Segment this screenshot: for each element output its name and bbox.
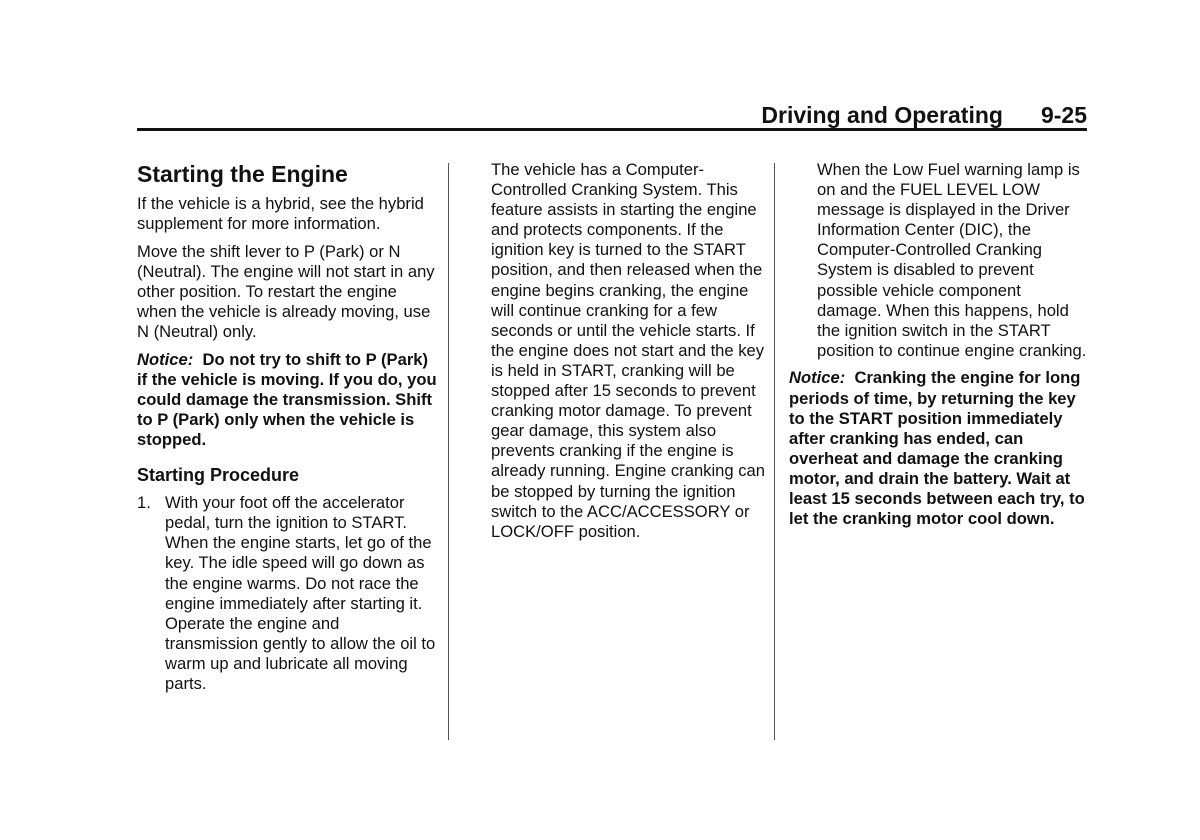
notice-text: Cranking the engine for long periods of time, by returning the key to the START position immediately after cranking has ended, can overheat and damage the cranking motor, and drain the battery. Wait at least 15 seconds between each try, to let the cranking motor cool down.	[789, 368, 1085, 529]
shift-lever-paragraph: Move the shift lever to P (Park) or N (Neutral). The engine will not start in any other position. To restart the engine when the vehicle is already moving, use N (Neutral) only.	[137, 241, 435, 342]
header-rule	[137, 128, 1087, 131]
column-2	[491, 160, 766, 549]
low-fuel-paragraph: When the Low Fuel warning lamp is on and the FUEL LEVEL LOW message is displayed in the Driver Information Center (DIC), the Computer-Controlled Cranking System is disabled to prevent possible vehicle component damage. When this happens, hold the ignition switch in the START position to continue engine cranking.	[817, 160, 1087, 360]
notice-text: Do not try to shift to P (Park) if the vehicle is moving. If you do, you could damage the transmission. Shift to P (Park) only when the vehicle is stopped.	[137, 349, 437, 450]
column-divider-1	[448, 163, 449, 740]
page-header	[137, 100, 1087, 130]
column-divider-2	[774, 163, 775, 740]
notice-label: Notice:	[789, 368, 846, 388]
section-title: Driving and Operating	[761, 102, 1003, 128]
subheading-starting-procedure: Starting Procedure	[137, 465, 300, 486]
step-number: 1.	[137, 493, 151, 513]
header-text	[761, 100, 1087, 130]
procedure-step-1	[137, 493, 437, 694]
notice-label: Notice:	[137, 349, 194, 369]
step-text: With your foot off the accelerator pedal, turn the ignition to START. When the engine starts, let go of the key. The idle speed will go down as the engine warms. Do not race the engine immediately after starting it. Operate the engine and transmission gently to allow the oil to warm up and lubricate all moving parts.	[165, 493, 436, 693]
notice-park	[137, 350, 437, 450]
cranking-system-paragraph: The vehicle has a Computer-Controlled Cranking System. This feature assists in starting the engine and protects components. If the ignition key is turned to the START position, and then released when the engine begins cranking, the engine will continue cranking for a few seconds or until the vehicle starts. If the engine does not start and the key is held in START, cranking will be stopped after 15 seconds to prevent cranking motor damage. To prevent gear damage, this system also prevents cranking if the engine is already running. Engine cranking can be stopped by turning the ignition switch to the ACC/ACCESSORY or LOCK/OFF position.	[491, 160, 765, 541]
page-title: Starting the Engine	[137, 161, 348, 187]
hybrid-paragraph: If the vehicle is a hybrid, see the hybrid supplement for more information.	[137, 194, 424, 234]
notice-cranking	[789, 368, 1089, 529]
page-number: 9-25	[1040, 102, 1087, 128]
column-1	[137, 160, 437, 694]
column-3	[789, 160, 1089, 537]
